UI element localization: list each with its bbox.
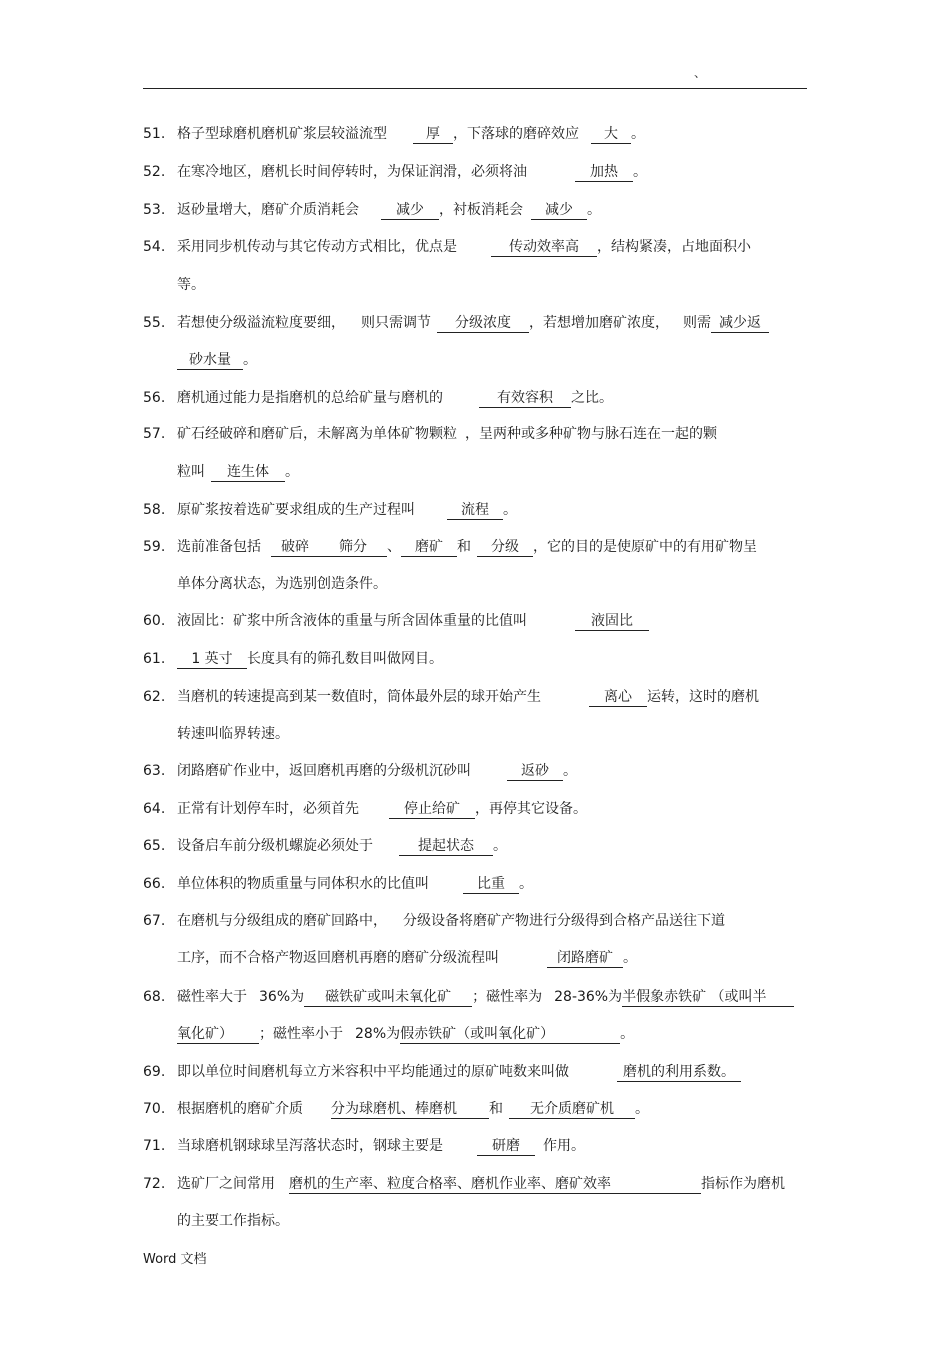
question-53: [143, 198, 813, 222]
answer-blank: 无介质磨矿机: [509, 1100, 635, 1119]
question-number: 57.: [143, 426, 166, 442]
question-text: 的主要工作指标。: [177, 1213, 289, 1229]
answer-blank: 加热: [575, 163, 633, 182]
question-text: 长度具有的筛孔数目叫做网目。: [247, 651, 443, 667]
question-72-continued: [177, 1209, 847, 1233]
question-text: 则只需调节: [361, 315, 431, 331]
question-text: 即以单位时间磨机每立方米容积中平均能通过的原矿吨数来叫做: [177, 1064, 569, 1080]
question-text: 。: [493, 838, 507, 854]
question-60: [143, 609, 813, 633]
question-55-continued: [177, 348, 847, 372]
question-57-continued: [177, 460, 847, 484]
question-text: 、: [387, 539, 401, 555]
question-text: 。: [635, 1101, 649, 1117]
question-text: 单体分离状态，为选别创造条件。: [177, 576, 387, 592]
question-67: [143, 909, 813, 933]
question-51: [143, 122, 813, 146]
question-number: 54.: [143, 239, 166, 255]
answer-blank: 氧化矿）: [177, 1025, 259, 1044]
question-text: 在寒冷地区，磨机长时间停转时，为保证润滑，必须将油: [177, 164, 527, 180]
question-text: 和: [489, 1101, 503, 1117]
question-57: [143, 422, 813, 446]
question-56: [143, 386, 813, 410]
question-text: 等。: [177, 277, 205, 293]
question-text: 。: [243, 352, 257, 368]
question-text: ，若想增加磨矿浓度，: [529, 315, 669, 331]
question-number: 70.: [143, 1101, 166, 1117]
question-text: 磨机通过能力是指磨机的总给矿量与磨机的: [177, 390, 443, 406]
question-text: 根据磨机的磨矿介质: [177, 1101, 303, 1117]
answer-blank: 连生体: [211, 463, 285, 482]
question-text: 当球磨机钢球球呈泻落状态时，钢球主要是: [177, 1138, 443, 1154]
question-text: 正常有计划停车时，必须首先: [177, 801, 359, 817]
question-text: ，结构紧凑，占地面积小: [597, 239, 751, 255]
question-text: 矿石经破碎和磨矿后，未解离为单体矿物颗粒: [177, 426, 457, 442]
question-number: 59.: [143, 539, 166, 555]
question-71: [143, 1134, 813, 1158]
answer-blank: [271, 538, 387, 557]
question-text: 工序，而不合格产物返回磨机再磨的磨矿分级流程叫: [177, 950, 499, 966]
question-text: 和: [457, 539, 471, 555]
question-number: 58.: [143, 502, 166, 518]
question-text: 。: [587, 202, 601, 218]
question-number: 53.: [143, 202, 166, 218]
question-number: 64.: [143, 801, 166, 817]
question-59: [143, 535, 813, 559]
answer-blank: 分级浓度: [437, 314, 529, 333]
question-text: 选前准备包括: [177, 539, 261, 555]
question-66: [143, 872, 813, 896]
question-61: [143, 647, 813, 671]
question-text: 。: [563, 763, 577, 779]
answer-blank: 厚: [413, 125, 453, 144]
question-number: 55.: [143, 315, 166, 331]
question-55: [143, 311, 813, 335]
question-text: 液固比：矿浆中所含液体的重量与所含固体重量的比值叫: [177, 613, 527, 629]
answer-blank: 磨矿: [401, 538, 457, 557]
header-rule: [143, 88, 807, 89]
question-text: ，衬板消耗会: [439, 202, 523, 218]
question-text: 。: [620, 1026, 635, 1042]
answer-blank: 提起状态: [399, 837, 493, 856]
answer-blank: 液固比: [575, 612, 649, 631]
question-59-continued: [177, 572, 847, 596]
answer-blank: 半假象赤铁矿 （或叫半: [622, 988, 794, 1007]
question-number: 56.: [143, 390, 166, 406]
question-text: 返砂量增大，磨矿介质消耗会: [177, 202, 359, 218]
answer-blank: 筛分: [339, 539, 367, 555]
question-text: 设备启车前分级机螺旋必须处于: [177, 838, 373, 854]
answer-blank: 假赤铁矿（或叫氧化矿）: [400, 1025, 620, 1044]
question-text: 。: [519, 876, 533, 892]
question-text: 则需: [683, 315, 711, 331]
answer-blank: 大: [591, 125, 631, 144]
answer-blank: 比重: [463, 875, 519, 894]
answer-blank: 砂水量: [177, 351, 243, 370]
question-62-continued: [177, 722, 847, 746]
question-52: [143, 160, 813, 184]
answer-blank: 流程: [447, 501, 503, 520]
question-text: 分级设备将磨矿产物进行分级得到合格产品送往下道: [403, 913, 725, 929]
question-64: [143, 797, 813, 821]
question-72: [143, 1172, 813, 1196]
question-text: ；磁性率为: [472, 989, 543, 1005]
answer-blank: 有效容积: [479, 389, 571, 408]
question-69: [143, 1060, 813, 1084]
question-text: 28-36%为: [554, 989, 623, 1005]
question-text: 转速叫临界转速。: [177, 726, 289, 742]
answer-blank: 磨机的生产率、粒度合格率、磨机作业率、磨矿效率: [289, 1175, 701, 1194]
question-text: 。: [503, 502, 517, 518]
answer-blank: 研磨: [477, 1137, 535, 1156]
question-text: 闭路磨矿作业中，返回磨机再磨的分级机沉砂叫: [177, 763, 471, 779]
answer-blank: 分级: [477, 538, 533, 557]
question-number: 52.: [143, 164, 166, 180]
question-number: 66.: [143, 876, 166, 892]
question-text: 在磨机与分级组成的磨矿回路中，: [177, 913, 387, 929]
answer-blank: 停止给矿: [389, 800, 475, 819]
question-number: 62.: [143, 689, 166, 705]
footer-label: Word 文档: [143, 1252, 207, 1267]
answer-blank: 减少: [531, 201, 587, 220]
question-text: 当磨机的转速提高到某一数值时，筒体最外层的球开始产生: [177, 689, 541, 705]
answer-blank: 离心: [589, 688, 647, 707]
question-text: 。: [623, 950, 637, 966]
question-text: 格子型球磨机磨机矿浆层较溢流型: [177, 126, 387, 142]
question-text: 。: [631, 126, 645, 142]
question-text: 磁性率大于: [177, 989, 247, 1005]
question-text: 原矿浆按着选矿要求组成的生产过程叫: [177, 502, 415, 518]
answer-blank: 传动效率高: [491, 238, 597, 257]
header-mark: 、: [694, 66, 707, 80]
question-text: 作用。: [543, 1138, 585, 1154]
question-text: 指标作为磨机: [701, 1176, 785, 1192]
question-number: 60.: [143, 613, 166, 629]
question-text: 28%为: [355, 1026, 401, 1042]
question-number: 61.: [143, 651, 166, 667]
question-70: [143, 1097, 813, 1121]
question-text: 单位体积的物质重量与同体积水的比值叫: [177, 876, 429, 892]
question-text: 36%为: [259, 989, 305, 1005]
answer-blank: 1 英寸: [177, 650, 247, 669]
question-text: ，它的目的是使原矿中的有用矿物呈: [533, 539, 757, 555]
question-text: ，再停其它设备。: [475, 801, 587, 817]
answer-blank: 分为球磨机、棒磨机: [331, 1100, 489, 1119]
question-number: 71.: [143, 1138, 166, 1154]
question-text: ，下落球的磨碎效应: [453, 126, 579, 142]
question-text: 。: [633, 164, 647, 180]
question-63: [143, 759, 813, 783]
answer-blank: 闭路磨矿: [547, 949, 623, 968]
answer-blank: 磁铁矿或叫未氧化矿: [304, 988, 472, 1007]
answer-blank: 减少: [381, 201, 439, 220]
question-text: 若想使分级溢流粒度要细，: [177, 315, 345, 331]
question-number: 69.: [143, 1064, 166, 1080]
question-text: 。: [285, 464, 299, 480]
question-58: [143, 498, 813, 522]
question-number: 51.: [143, 126, 166, 142]
question-text: ；磁性率小于: [259, 1026, 343, 1042]
answer-blank: 磨机的利用系数。: [617, 1063, 741, 1082]
question-68: [143, 985, 813, 1009]
question-text: 运转，这时的磨机: [647, 689, 759, 705]
question-54-continued: [177, 273, 847, 297]
question-62: [143, 685, 813, 709]
question-number: 63.: [143, 763, 166, 779]
question-number: 68.: [143, 989, 166, 1005]
question-text: 采用同步机传动与其它传动方式相比，优点是: [177, 239, 457, 255]
question-number: 72.: [143, 1176, 166, 1192]
question-text: 选矿厂之间常用: [177, 1176, 275, 1192]
question-number: 67.: [143, 913, 166, 929]
answer-blank: 返砂: [507, 762, 563, 781]
question-number: 65.: [143, 838, 166, 854]
question-67-continued: [177, 946, 847, 970]
question-text: 之比。: [571, 390, 613, 406]
question-65: [143, 834, 813, 858]
answer-blank: 破碎: [281, 539, 309, 555]
question-54: [143, 235, 813, 259]
question-text: ，呈两种或多种矿物与脉石连在一起的颗: [465, 426, 717, 442]
question-text: 粒叫: [177, 464, 205, 480]
answer-blank: 减少返: [711, 314, 769, 333]
question-68-continued: [177, 1022, 847, 1046]
